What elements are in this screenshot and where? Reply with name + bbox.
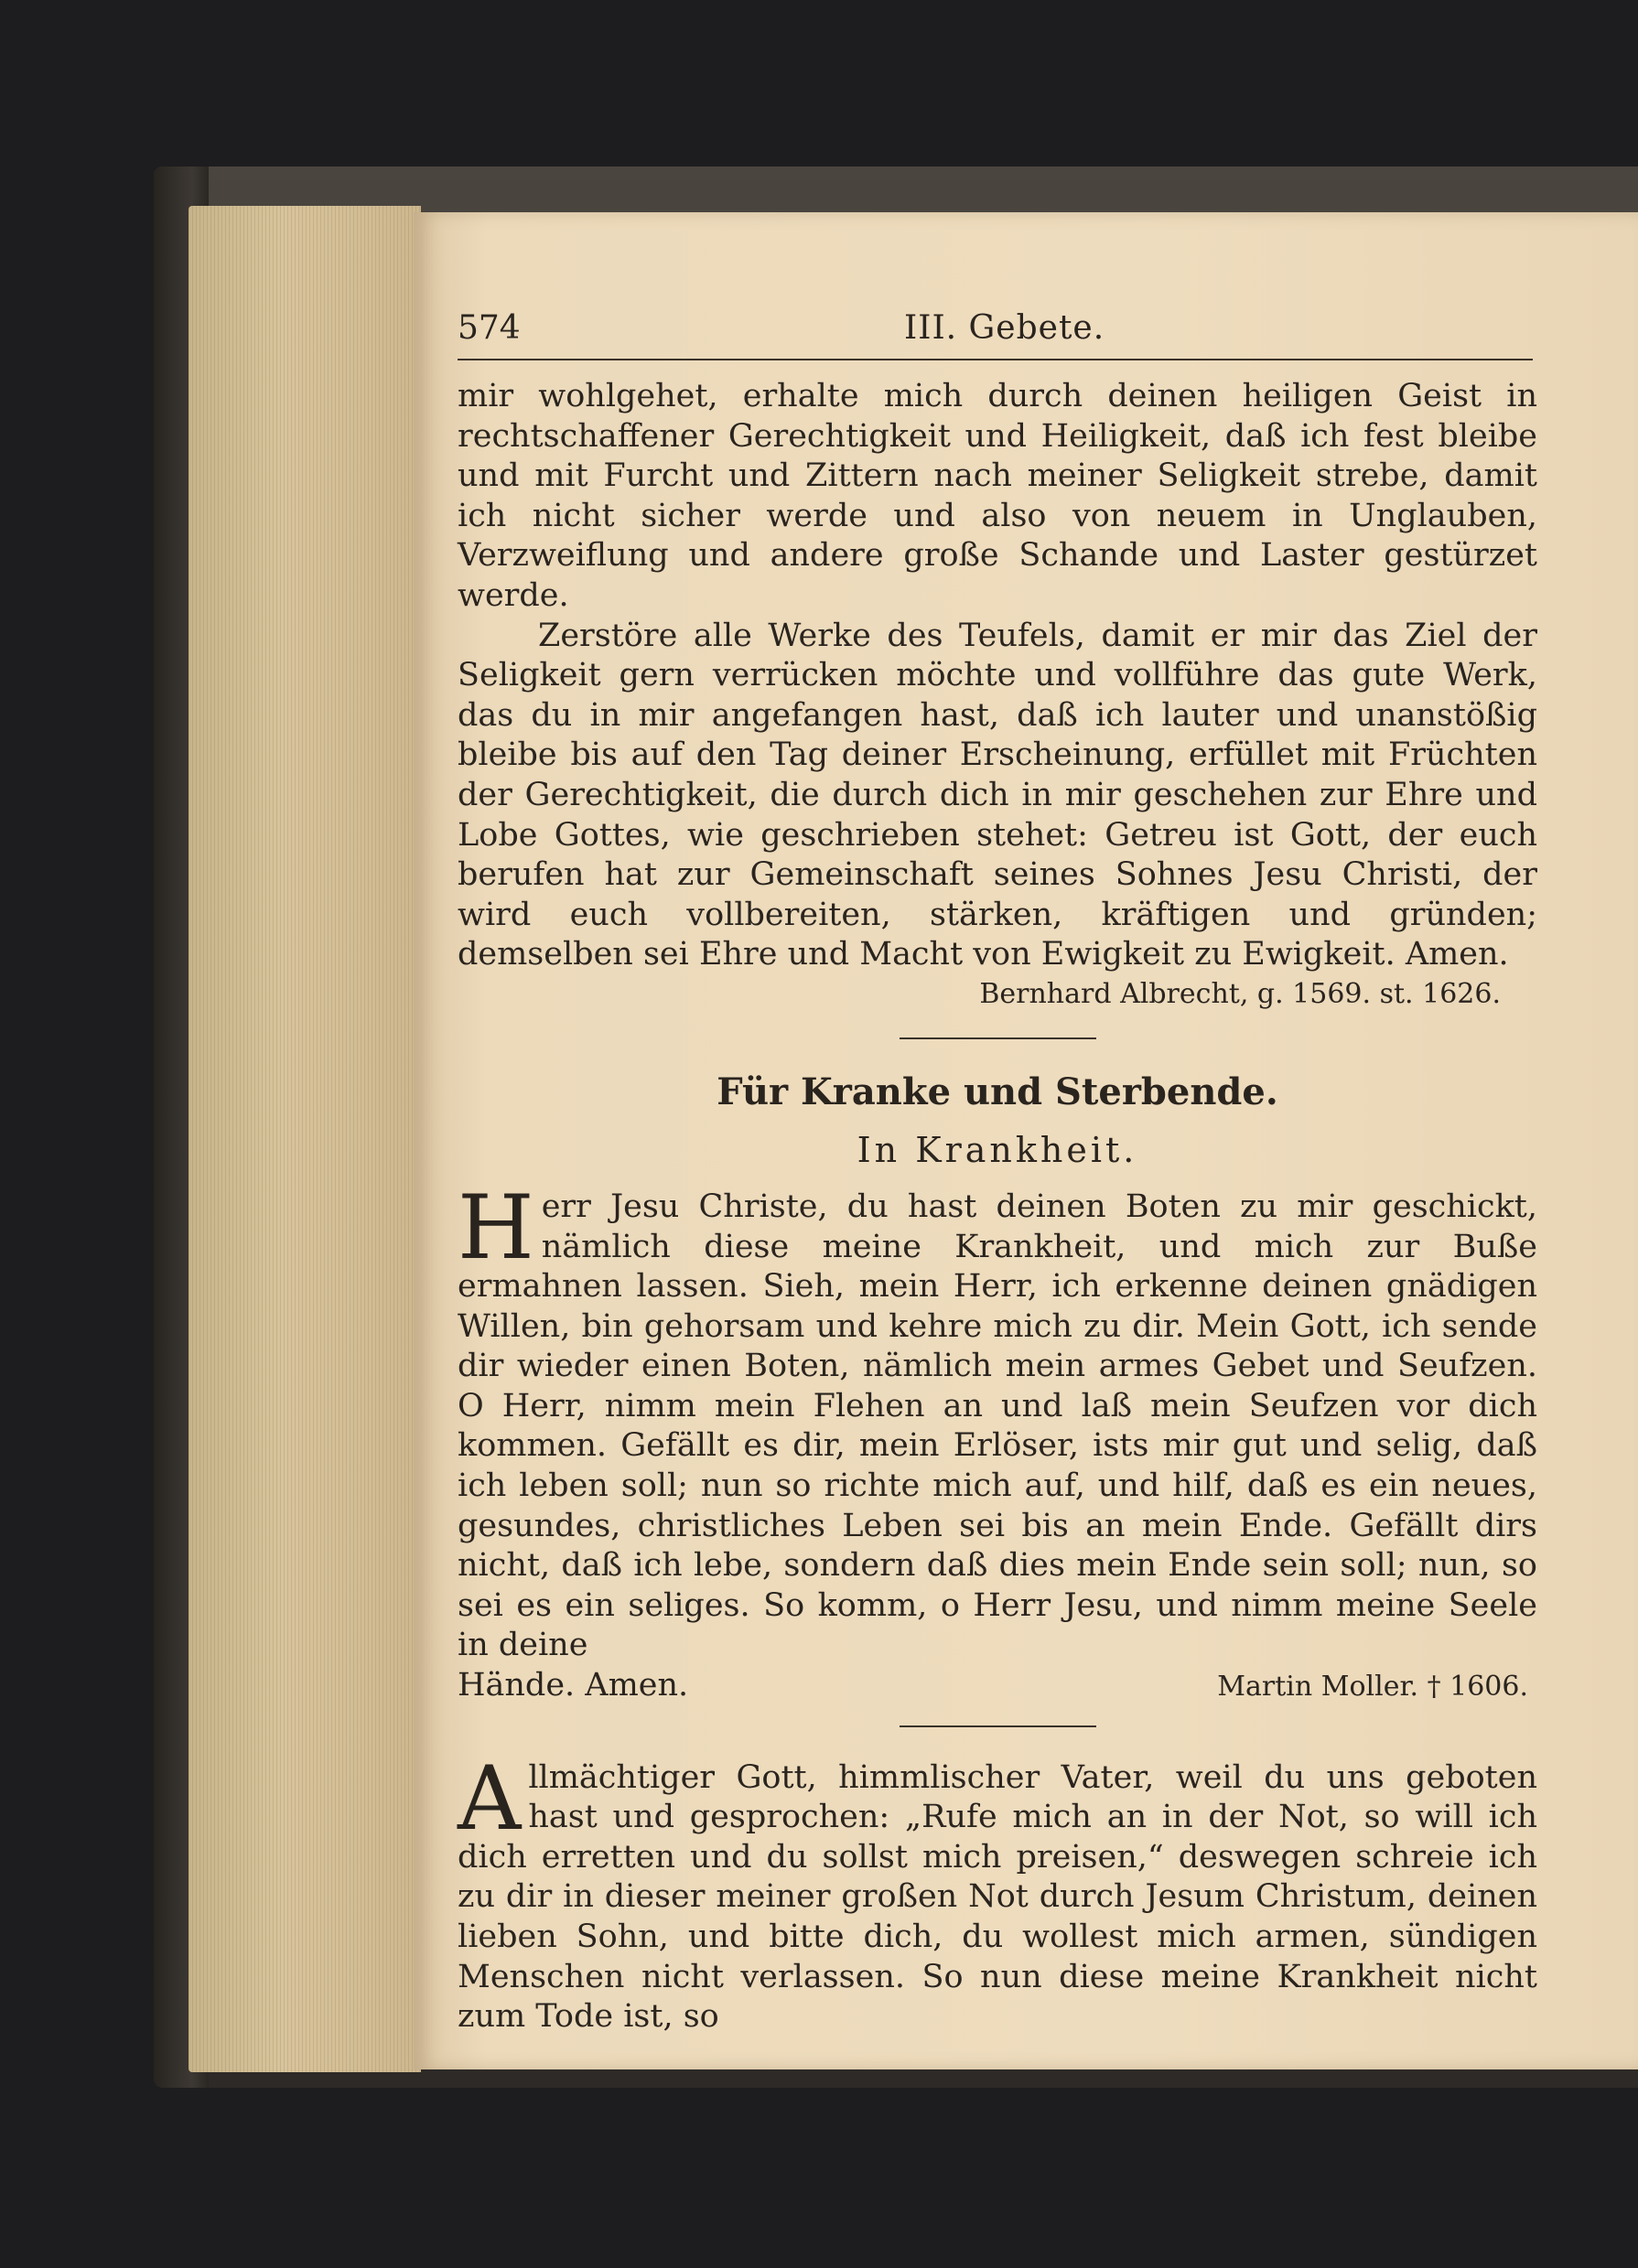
prayer-paragraph: llmächtiger Gott, himmlischer Vater, weil du uns geboten hast und gesprochen: „Rufe mich an in der Not, so will ich dich erretten und du sollst mich preisen,“ deswegen schreie ich zu dir in dieser meiner großen Not durch Jesum Christum, deinen lieben Sohn, und bitte dich, du wollest mich armen, sündigen Menschen nicht verlassen. So nun diese meine Krankheit nicht zum Tode ist, so [458, 1758, 1537, 2036]
section-heading: Für Kranke und Sterbende. [717, 1070, 1278, 1113]
running-head [458, 302, 1537, 366]
prayer-block [458, 1176, 1537, 1707]
section-title: III. Gebete. [904, 309, 1105, 347]
prayer-attribution: Martin Moller. † 1606. [1217, 1671, 1528, 1704]
prayer-block [458, 1747, 1537, 2037]
drop-cap: A [458, 1747, 522, 1850]
prayer-paragraph: err Jesu Christe, du hast deinen Boten zu mir geschickt, nämlich diese meine Krankheit, und mich zur Buße ermahnen lassen. Sieh, mein Herr, ich erkenne deinen gnädigen Willen, bin gehorsam und kehre mich zu dir. Mein Gott, ich sende dir wieder einen Boten, nämlich mein armes Gebet und Seufzen. O Herr, nimm mein Flehen an und laß mein Seufzen vor dich kommen. Gefällt es dir, mein Erlöser, ists mir gut und selig, daß ich leben soll; nun so richte mich auf, und hilf, daß es ein neues, gesundes, christliches Leben sei bis an mein Ende. Gefällt dirs nicht, daß ich lebe, sondern daß dies mein Ende sein soll; nun, so sei es ein seliges. So komm, o Herr Jesu, und nimm meine Seele in deine [458, 1188, 1537, 1664]
prayer-attribution: Bernhard Albrecht, g. 1569. st. 1626. [979, 977, 1501, 1010]
page-content [458, 302, 1537, 2037]
prayer-paragraph: Zerstöre alle Werke des Teufels, damit er mir das Ziel der Seligkeit gern verrücken möchte und vollführe das gute Werk, das du in mir angefangen hast, daß ich lauter und unanstößig bleibe bis auf den Tag deiner Erscheinung, erfüllet mit Früchten der Gerechtigkeit, die durch dich in mir geschehen zur Ehre und Lobe Gottes, wie geschrieben stehet: Getreu ist Gott, der euch berufen hat zur Gemeinschaft seines Sohnes Jesu Christi, der wird euch vollbereiten, stärken, kräftigen und gründen; demselben sei Ehre und Macht von Ewigkeit zu Ewigkeit. Amen. [458, 617, 1537, 973]
prayer-paragraph: mir wohlgehet, erhalte mich durch deinen heiligen Geist in rechtschaffener Gerechtigkeit und Heiligkeit, daß ich fest bleibe und mit Furcht und Zittern nach meiner Seligkeit strebe, damit ich nicht sicher werde und also von neuem in Unglauben, Verzweiflung und andere große Schande und Laster gestürzet werde. [458, 378, 1537, 614]
header-rule [458, 359, 1533, 360]
page-number: 574 [458, 309, 521, 347]
section-divider [900, 1725, 1096, 1727]
prayer-closing [458, 1666, 1537, 1707]
section-divider [900, 1037, 1096, 1039]
closing-words: Hände. Amen. [458, 1667, 689, 1704]
drop-cap: H [458, 1176, 534, 1279]
page-edges [189, 206, 421, 2072]
section-subheading: In Krankheit. [857, 1129, 1138, 1170]
